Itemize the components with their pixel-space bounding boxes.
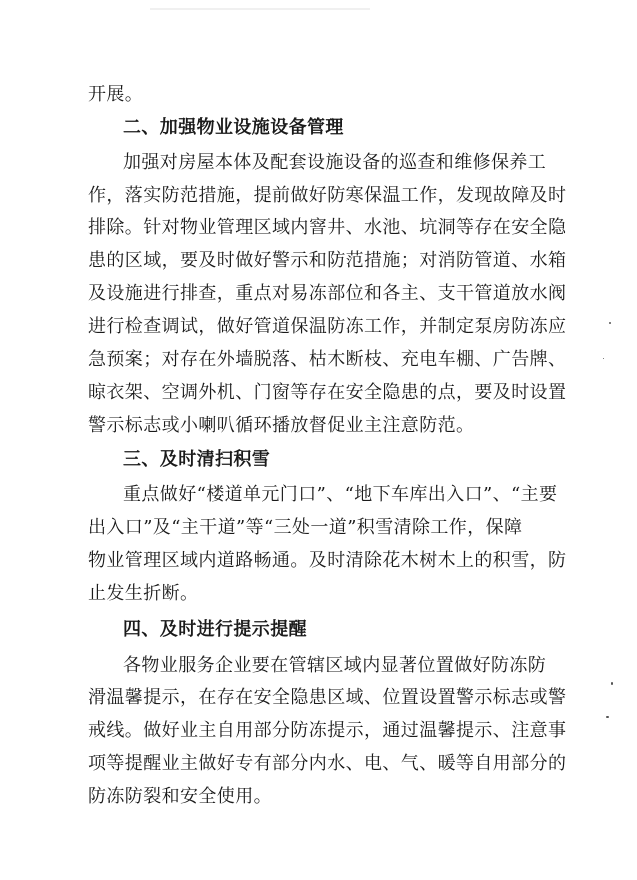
section-heading-3: 三、及时清扫积雪	[123, 449, 271, 470]
scan-speck	[603, 358, 604, 359]
text-line: 物业管理区域内道路畅通。及时清除花木树木上的积雪，防	[88, 550, 567, 571]
text-line: 急预案；对存在外墙脱落、枯木断枝、充电车棚、广告牌、	[88, 349, 567, 370]
scan-speck	[606, 716, 609, 718]
text-line: 开展。	[88, 84, 144, 105]
scan-artifact	[150, 8, 370, 10]
text-line: 患的区域，要及时做好警示和防范措施；对消防管道、水箱	[88, 250, 567, 271]
text-line: 戒线。做好业主自用部分防冻提示，通过温馨提示、注意事	[88, 720, 567, 741]
scan-speck	[609, 322, 611, 324]
text-line: 晾衣架、空调外机、门窗等存在安全隐患的点，要及时设置	[88, 382, 567, 403]
text-line: 项等提醒业主做好专有部分内水、电、气、暖等自用部分的	[88, 753, 567, 774]
text-line: 滑温馨提示，在存在安全隐患区域、位置设置警示标志或警	[88, 687, 567, 708]
scan-speck	[611, 682, 613, 685]
text-line: 出入口”及“主干道”等“三处一道”积雪清除工作，保障	[88, 517, 523, 538]
text-line: 及设施进行排查，重点对易冻部位和各主、支干管道放水阀	[88, 283, 567, 304]
section-heading-2: 二、加强物业设施设备管理	[123, 117, 344, 138]
text-line: 各物业服务企业要在管辖区域内显著位置做好防冻防	[123, 655, 547, 676]
text-line: 防冻防裂和安全使用。	[88, 786, 272, 807]
section-heading-4: 四、及时进行提示提醒	[123, 619, 307, 640]
text-line: 重点做好“楼道单元门口”、“地下车库出入口”、“主要	[123, 484, 558, 505]
text-line: 排除。针对物业管理区域内窨井、水池、坑洞等存在安全隐	[88, 217, 567, 238]
text-line: 作，落实防范措施，提前做好防寒保温工作，发现故障及时	[88, 185, 567, 206]
text-line: 进行检查调试，做好管道保温防冻工作，并制定泵房防冻应	[88, 316, 567, 337]
text-line: 止发生折断。	[88, 583, 199, 604]
text-line: 加强对房屋本体及配套设施设备的巡查和维修保养工	[123, 152, 547, 173]
text-line: 警示标志或小喇叭循环播放督促业主注意防范。	[88, 415, 475, 436]
